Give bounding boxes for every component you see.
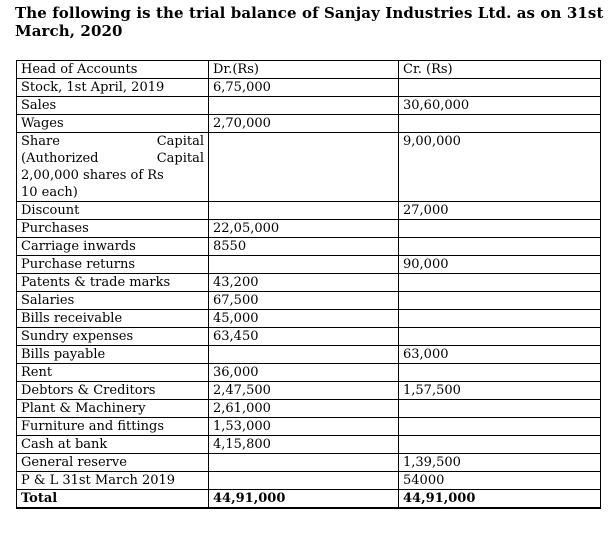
credit-value: 1,57,500 [399,382,601,400]
table-row [17,346,601,364]
head-line: Share [21,134,60,149]
debit-value: 22,05,000 [209,220,399,238]
account-head: Furniture and fittings [17,418,209,436]
debit-value: 67,500 [209,292,399,310]
table-row [17,115,601,133]
total-row [17,490,601,509]
table-row [17,328,601,346]
account-head: Cash at bank [17,436,209,454]
credit-value [399,292,601,310]
head-line: 2,00,000 shares of Rs [21,168,164,183]
debit-value: 36,000 [209,364,399,382]
debit-value: 8550 [209,238,399,256]
table-row [17,310,601,328]
account-head-share-capital [17,133,209,202]
table-header-row [17,61,601,79]
account-head: P & L 31st March 2019 [17,472,209,490]
table-row [17,256,601,274]
credit-value [399,238,601,256]
debit-value: 6,75,000 [209,79,399,97]
column-header-head: Head of Accounts [17,61,209,79]
trial-balance-table [16,60,601,509]
debit-value: 45,000 [209,310,399,328]
account-head: Purchases [17,220,209,238]
account-head: Salaries [17,292,209,310]
credit-value [399,400,601,418]
account-head: Plant & Machinery [17,400,209,418]
debit-value [209,202,399,220]
table-row [17,220,601,238]
account-head: Discount [17,202,209,220]
credit-value [399,436,601,454]
table-row [17,202,601,220]
head-line: Capital [156,151,204,166]
table-row [17,436,601,454]
table-row [17,133,601,202]
table-row [17,400,601,418]
account-head: Sundry expenses [17,328,209,346]
debit-value: 2,47,500 [209,382,399,400]
credit-value [399,79,601,97]
credit-value: 30,60,000 [399,97,601,115]
credit-value: 27,000 [399,202,601,220]
table-row [17,364,601,382]
debit-value: 43,200 [209,274,399,292]
credit-value [399,364,601,382]
table-row [17,238,601,256]
debit-value [209,97,399,115]
total-credit: 44,91,000 [399,490,601,509]
head-line: (Authorized [21,151,99,166]
debit-value [209,346,399,364]
total-debit: 44,91,000 [209,490,399,509]
credit-value [399,310,601,328]
total-label: Total [17,490,209,509]
credit-value [399,220,601,238]
debit-value: 2,70,000 [209,115,399,133]
account-head: General reserve [17,454,209,472]
credit-value: 90,000 [399,256,601,274]
table-row [17,79,601,97]
debit-value [209,133,399,202]
page-title: The following is the trial balance of Sanjay Industries Ltd. as on 31st March, 2020 [15,4,604,40]
debit-value: 63,450 [209,328,399,346]
debit-value [209,454,399,472]
credit-value: 54000 [399,472,601,490]
debit-value: 2,61,000 [209,400,399,418]
account-head: Sales [17,97,209,115]
account-head: Bills payable [17,346,209,364]
table-row [17,274,601,292]
table-row [17,418,601,436]
credit-value [399,418,601,436]
credit-value: 1,39,500 [399,454,601,472]
table-row [17,454,601,472]
account-head: Debtors & Creditors [17,382,209,400]
account-head: Purchase returns [17,256,209,274]
credit-value [399,115,601,133]
account-head: Bills receivable [17,310,209,328]
credit-value: 63,000 [399,346,601,364]
table-row [17,97,601,115]
account-head: Carriage inwards [17,238,209,256]
debit-value [209,472,399,490]
debit-value: 4,15,800 [209,436,399,454]
column-header-dr: Dr.(Rs) [209,61,399,79]
account-head: Stock, 1st April, 2019 [17,79,209,97]
credit-value [399,328,601,346]
table-row [17,472,601,490]
account-head: Wages [17,115,209,133]
head-line: 10 each) [21,185,78,200]
credit-value: 9,00,000 [399,133,601,202]
credit-value [399,274,601,292]
head-line: Capital [156,134,204,149]
table-row [17,292,601,310]
debit-value: 1,53,000 [209,418,399,436]
account-head: Patents & trade marks [17,274,209,292]
debit-value [209,256,399,274]
account-head: Rent [17,364,209,382]
column-header-cr: Cr. (Rs) [399,61,601,79]
table-row [17,382,601,400]
